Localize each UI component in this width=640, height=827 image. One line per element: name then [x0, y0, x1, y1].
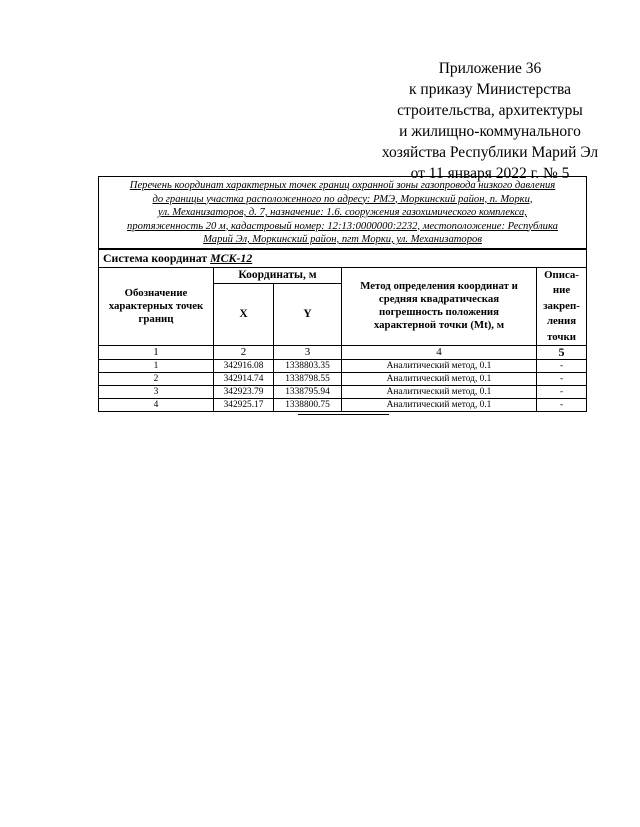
header-line: хозяйства Республики Марий Эл: [381, 144, 599, 161]
header-line: от 11 января 2022 г. № 5: [410, 165, 570, 182]
header-line: строительства, архитектуры: [397, 102, 583, 119]
cell-description: -: [537, 386, 587, 399]
cell-point: 4: [99, 399, 214, 412]
cell-description: -: [537, 373, 587, 386]
header-method: Метод определения координат и средняя квадратическая погрешность положения характерной точки (Mt), м: [342, 267, 537, 346]
cell-x: 342914.74: [214, 373, 274, 386]
cell-point: 1: [99, 360, 214, 373]
coordinate-system-row: [99, 249, 587, 268]
cell-y: 1338800.75: [274, 399, 342, 412]
table-row: [99, 360, 587, 373]
cell-method: Аналитический метод, 0.1: [342, 360, 537, 373]
title-line: Перечень координат характерных точек границ охранной зоны газопровода низкого давления: [129, 180, 556, 191]
header-y: Y: [274, 283, 342, 345]
cell-description: -: [537, 399, 587, 412]
cell-point: 3: [99, 386, 214, 399]
cell-y: 1338798.55: [274, 373, 342, 386]
title-line: протяженность 20 м, кадастровый номер: 12:13:0000000:2232, местоположение: Республика: [127, 220, 558, 232]
column-number: 3: [274, 346, 342, 360]
title-line: ул. Механизаторов, д. 7, назначение: 1.6. сооружения газохимического комплекса,: [158, 207, 527, 218]
header-line: и жилищно-коммунального: [399, 123, 581, 140]
cell-description: -: [537, 360, 587, 373]
table-row: [99, 373, 587, 386]
cell-x: 342923.79: [214, 386, 274, 399]
table-title: [99, 177, 587, 249]
header-line: Приложение 36: [438, 60, 542, 77]
column-number: 2: [214, 346, 274, 360]
cell-method: Аналитический метод, 0.1: [342, 399, 537, 412]
coordinate-system-label: Система координат: [103, 250, 208, 265]
table-row: [99, 386, 587, 399]
appendix-header: [340, 58, 640, 184]
cell-method: Аналитический метод, 0.1: [342, 386, 537, 399]
cell-method: Аналитический метод, 0.1: [342, 373, 537, 386]
cell-y: 1338803.35: [274, 360, 342, 373]
coordinates-table: [98, 176, 587, 412]
table-row: [99, 399, 587, 412]
cell-x: 342916.08: [214, 360, 274, 373]
title-line: Марий Эл, Моркинский район, пгт Морки, ул. Механизаторов: [203, 234, 482, 245]
column-number: 5: [537, 346, 587, 360]
cell-y: 1338795.94: [274, 386, 342, 399]
column-number: 4: [342, 346, 537, 360]
header-coords: Координаты, м: [214, 267, 342, 283]
cell-point: 2: [99, 373, 214, 386]
title-line: до границы участка расположенного по адресу: РМЭ, Моркинский район, п. Морки,: [152, 193, 533, 205]
closing-rule: [298, 414, 389, 415]
header-line: к приказу Министерства: [409, 81, 571, 98]
column-number-row: [99, 346, 587, 360]
column-number: 1: [99, 346, 214, 360]
coordinate-system-code: МСК-12: [210, 250, 253, 265]
header-x: X: [214, 283, 274, 345]
header-description: Описа-ние закреп-ления точки: [537, 267, 587, 346]
cell-x: 342925.17: [214, 399, 274, 412]
header-point: Обозначение характерных точек границ: [99, 267, 214, 346]
